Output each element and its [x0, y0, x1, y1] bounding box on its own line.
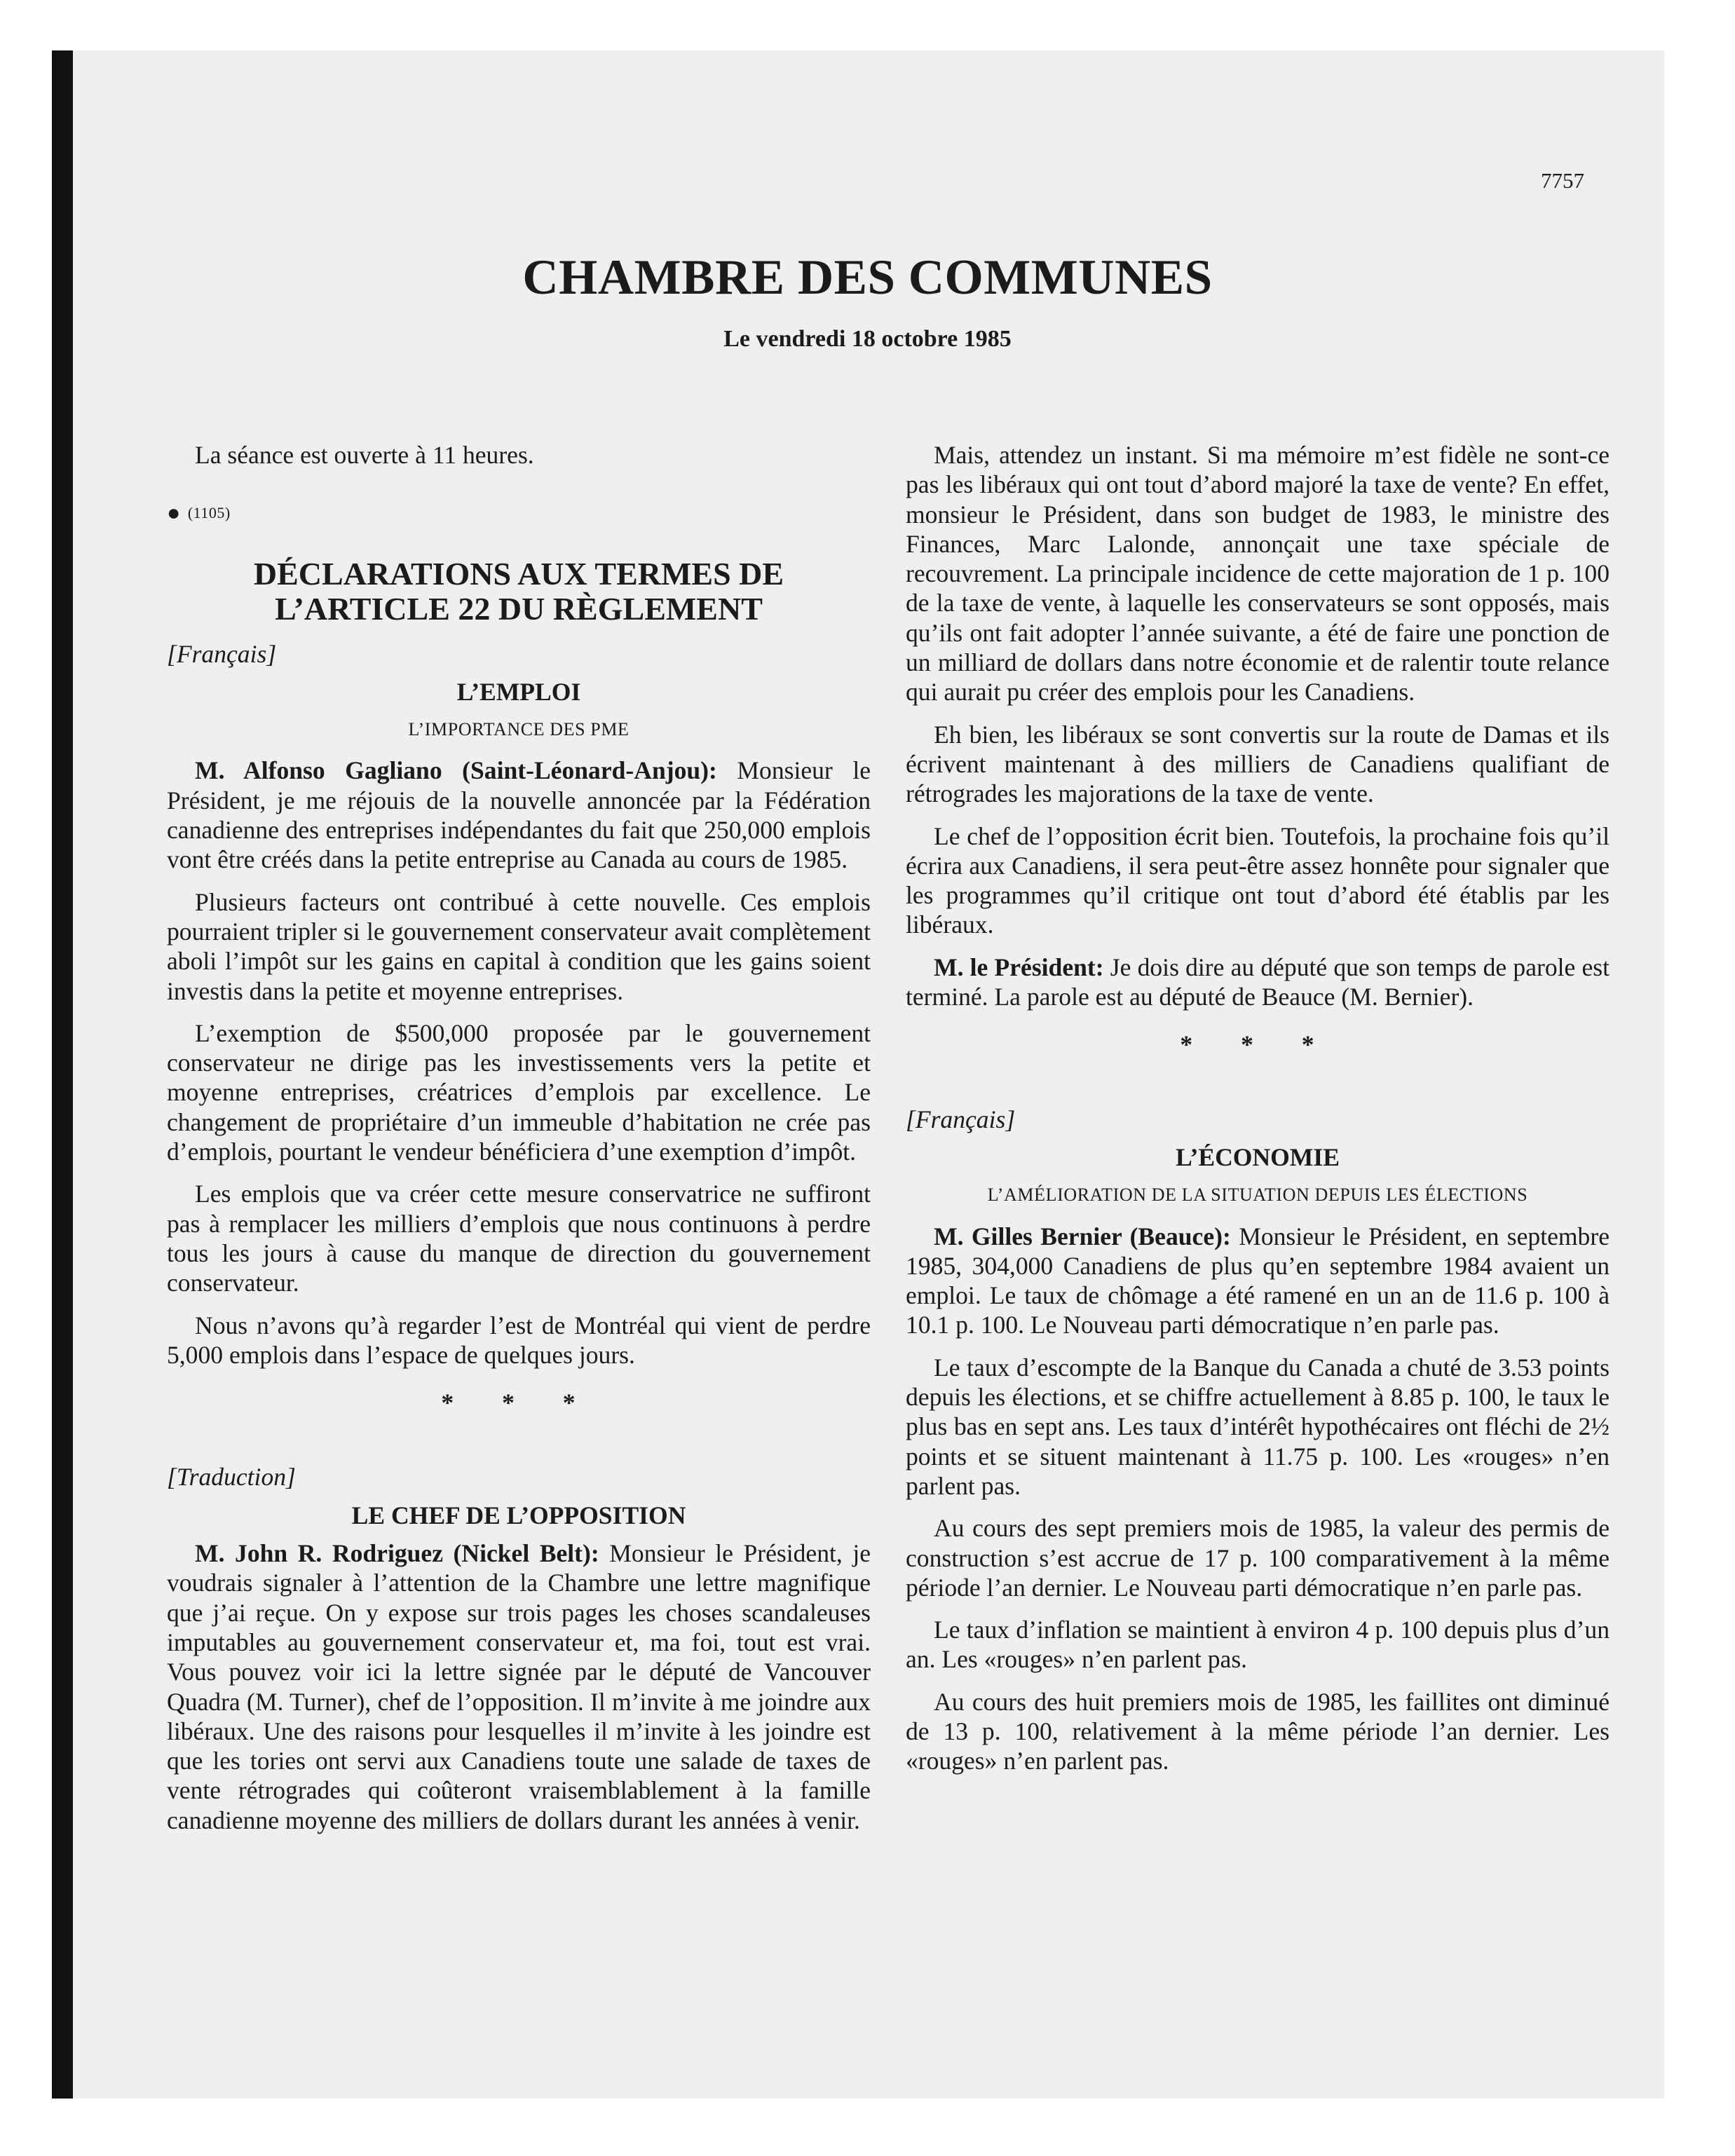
speech-paragraph [906, 953, 1610, 1012]
section-separator: * * * [1180, 1030, 1335, 1059]
subheading-amelioration: L’AMÉLIORATION DE LA SITUATION DEPUIS LES ÉLECTIONS [987, 1185, 1528, 1206]
speech-paragraph: Eh bien, les libéraux se sont convertis sur la route de Damas et ils écrivent maintenant à des milliers de Canadiens qualifiant de rétrogrades les majorations de la taxe de vente. [906, 720, 1610, 808]
time-code [167, 498, 871, 528]
subheading-pme: L’IMPORTANCE DES PME [408, 719, 630, 740]
speech-paragraph: Le taux d’inflation se maintient à environ 4 p. 100 depuis plus d’un an. Les «rouges» n’en parlent pas. [906, 1616, 1610, 1674]
language-tag: [Traduction] [167, 1463, 296, 1492]
speech-paragraph: Au cours des sept premiers mois de 1985, la valeur des permis de construction s’est accrue de 17 p. 100 comparativement à la même période l’an dernier. Le Nouveau parti démocratique n’en parle pas. [906, 1514, 1610, 1602]
page-title: CHAMBRE DES COMMUNES [522, 250, 1213, 305]
speech-paragraph: L’exemption de $500,000 proposée par le gouvernement conservateur ne dirige pas les investissements vers la petite et moyenne entreprises, créatrices d’emplois par excellence. Le changement de propriétaire d’un immeuble d’habitation ne crée pas d’emplois, pourtant le vendeur bénéficiera d’une exemption d’impôt. [167, 1018, 871, 1166]
right-column [906, 440, 1610, 1789]
speech-text: Monsieur le Président, en septembre 1985, 304,000 Canadiens de plus qu’en septembre 1984 avaient un emploi. Le taux de chômage a été ramené en un an de 11.6 p. 100 à 10.1 p. 100. Le Nouveau parti démocratique n’en parle pas. [906, 1222, 1610, 1339]
sitting-opening: La séance est ouverte à 11 heures. [195, 441, 534, 469]
speaker-name: M. Gilles Bernier (Beauce): [934, 1222, 1231, 1250]
left-column [167, 440, 871, 1848]
section-separator: * * * [441, 1389, 597, 1417]
bullet-icon: ● [167, 500, 181, 526]
speaker-name: M. Alfonso Gagliano (Saint-Léonard-Anjou): [195, 756, 717, 785]
speech-text: Je dois dire au député que son temps de parole est terminé. La parole est au député de Beauce (M. Bernier). [906, 953, 1610, 1011]
speech-paragraph [167, 756, 871, 874]
speech-paragraph: Mais, attendez un instant. Si ma mémoire m’est fidèle ne sont-ce pas les libéraux qui ont tout d’abord majoré la taxe de vente? En effet, monsieur le Président, dans son budget de 1983, le ministre des Finances, Marc Lalonde, annonçait une taxe spéciale de recouvrement. La principale incidence de cette majoration de 1 p. 100 de la taxe de vente, à laquelle les conservateurs se sont opposés, mais qu’ils ont fait adopter l’année suivante, a été de faire une ponction de un milliard de dollars dans notre économie et de ralentir toute relance qui aurait pu créer des emplois pour les Canadiens. [906, 441, 1610, 707]
speaker-name: M. le Président: [934, 953, 1104, 981]
speech-paragraph: Plusieurs facteurs ont contribué à cette nouvelle. Ces emplois pourraient tripler si le gouvernement conservateur avait complètement aboli l’impôt sur les gains en capital à condition que les gains soient investis dans la petite et moyenne entreprises. [167, 887, 871, 1005]
speech-paragraph [167, 1538, 871, 1835]
heading-chef-opposition: LE CHEF DE L’OPPOSITION [351, 1501, 686, 1529]
sitting-date: Le vendredi 18 octobre 1985 [723, 326, 1012, 352]
language-tag: [Français] [167, 639, 277, 668]
section-title: DÉCLARATIONS AUX TERMES DE L’ARTICLE 22 DU RÈGLEMENT [253, 555, 784, 627]
speech-paragraph: Les emplois que va créer cette mesure conservatrice ne suffiront pas à remplacer les milliers d’emplois que nous continuons à perdre tous les jours à cause du manque de direction du gouvernement conservateur. [167, 1180, 871, 1297]
speech-paragraph: Le chef de l’opposition écrit bien. Toutefois, la prochaine fois qu’il écrira aux Canadiens, il sera peut-être assez honnête pour signaler que les programmes qu’il critique ont tout d’abord été établis par les libéraux. [906, 821, 1610, 939]
speech-paragraph: Le taux d’escompte de la Banque du Canada a chuté de 3.53 points depuis les élections, et se chiffre actuellement à 8.85 p. 100, le taux le plus bas en sept ans. Les taux d’intérêt hypothécaires ont fléchi de 2½ points et se situent maintenant à 11.75 p. 100. Les «rouges» n’en parlent pas. [906, 1353, 1610, 1500]
page-number: 7757 [1541, 168, 1584, 193]
speech-paragraph: Au cours des huit premiers mois de 1985, les faillites ont diminué de 13 p. 100, relativement à la même période l’an dernier. Les «rouges» n’en parlent pas. [906, 1687, 1610, 1775]
heading-economie: L’ÉCONOMIE [1176, 1142, 1340, 1171]
speech-text: Monsieur le Président, je me réjouis de la nouvelle annoncée par la Fédération canadienne des entreprises indépendantes du fait que 250,000 emplois vont être créés dans la petite entreprise au Canada au cours de 1985. [167, 756, 871, 874]
language-tag: [Français] [906, 1105, 1016, 1133]
speech-text: Monsieur le Président, je voudrais signaler à l’attention de la Chambre une lettre magnifique que j’ai reçue. On y expose sur trois pages les choses scandaleuses imputables au gouvernement conservateur et, ma foi, tout est vrai. Vous pouvez voir ici la lettre signée par le député de Vancouver Quadra (M. Turner), chef de l’opposition. Il m’invite à me joindre aux libéraux. Une des raisons pour lesquelles il m’invite à les joindre est que les tories ont servi aux Canadiens toute une salade de taxes de vente rétrogrades qui coûteront vraisemblablement à la famille canadienne moyenne des milliers de dollars durant les années à venir. [167, 1539, 871, 1834]
heading-emploi: L’EMPLOI [456, 677, 581, 706]
time-code-label: (1105) [187, 504, 231, 522]
speech-paragraph: Nous n’avons qu’à regarder l’est de Montréal qui vient de perdre 5,000 emplois dans l’espace de quelques jours. [167, 1311, 871, 1369]
speech-paragraph [906, 1222, 1610, 1340]
speaker-name: M. John R. Rodriguez (Nickel Belt): [195, 1539, 599, 1568]
binding-edge [52, 50, 73, 2099]
